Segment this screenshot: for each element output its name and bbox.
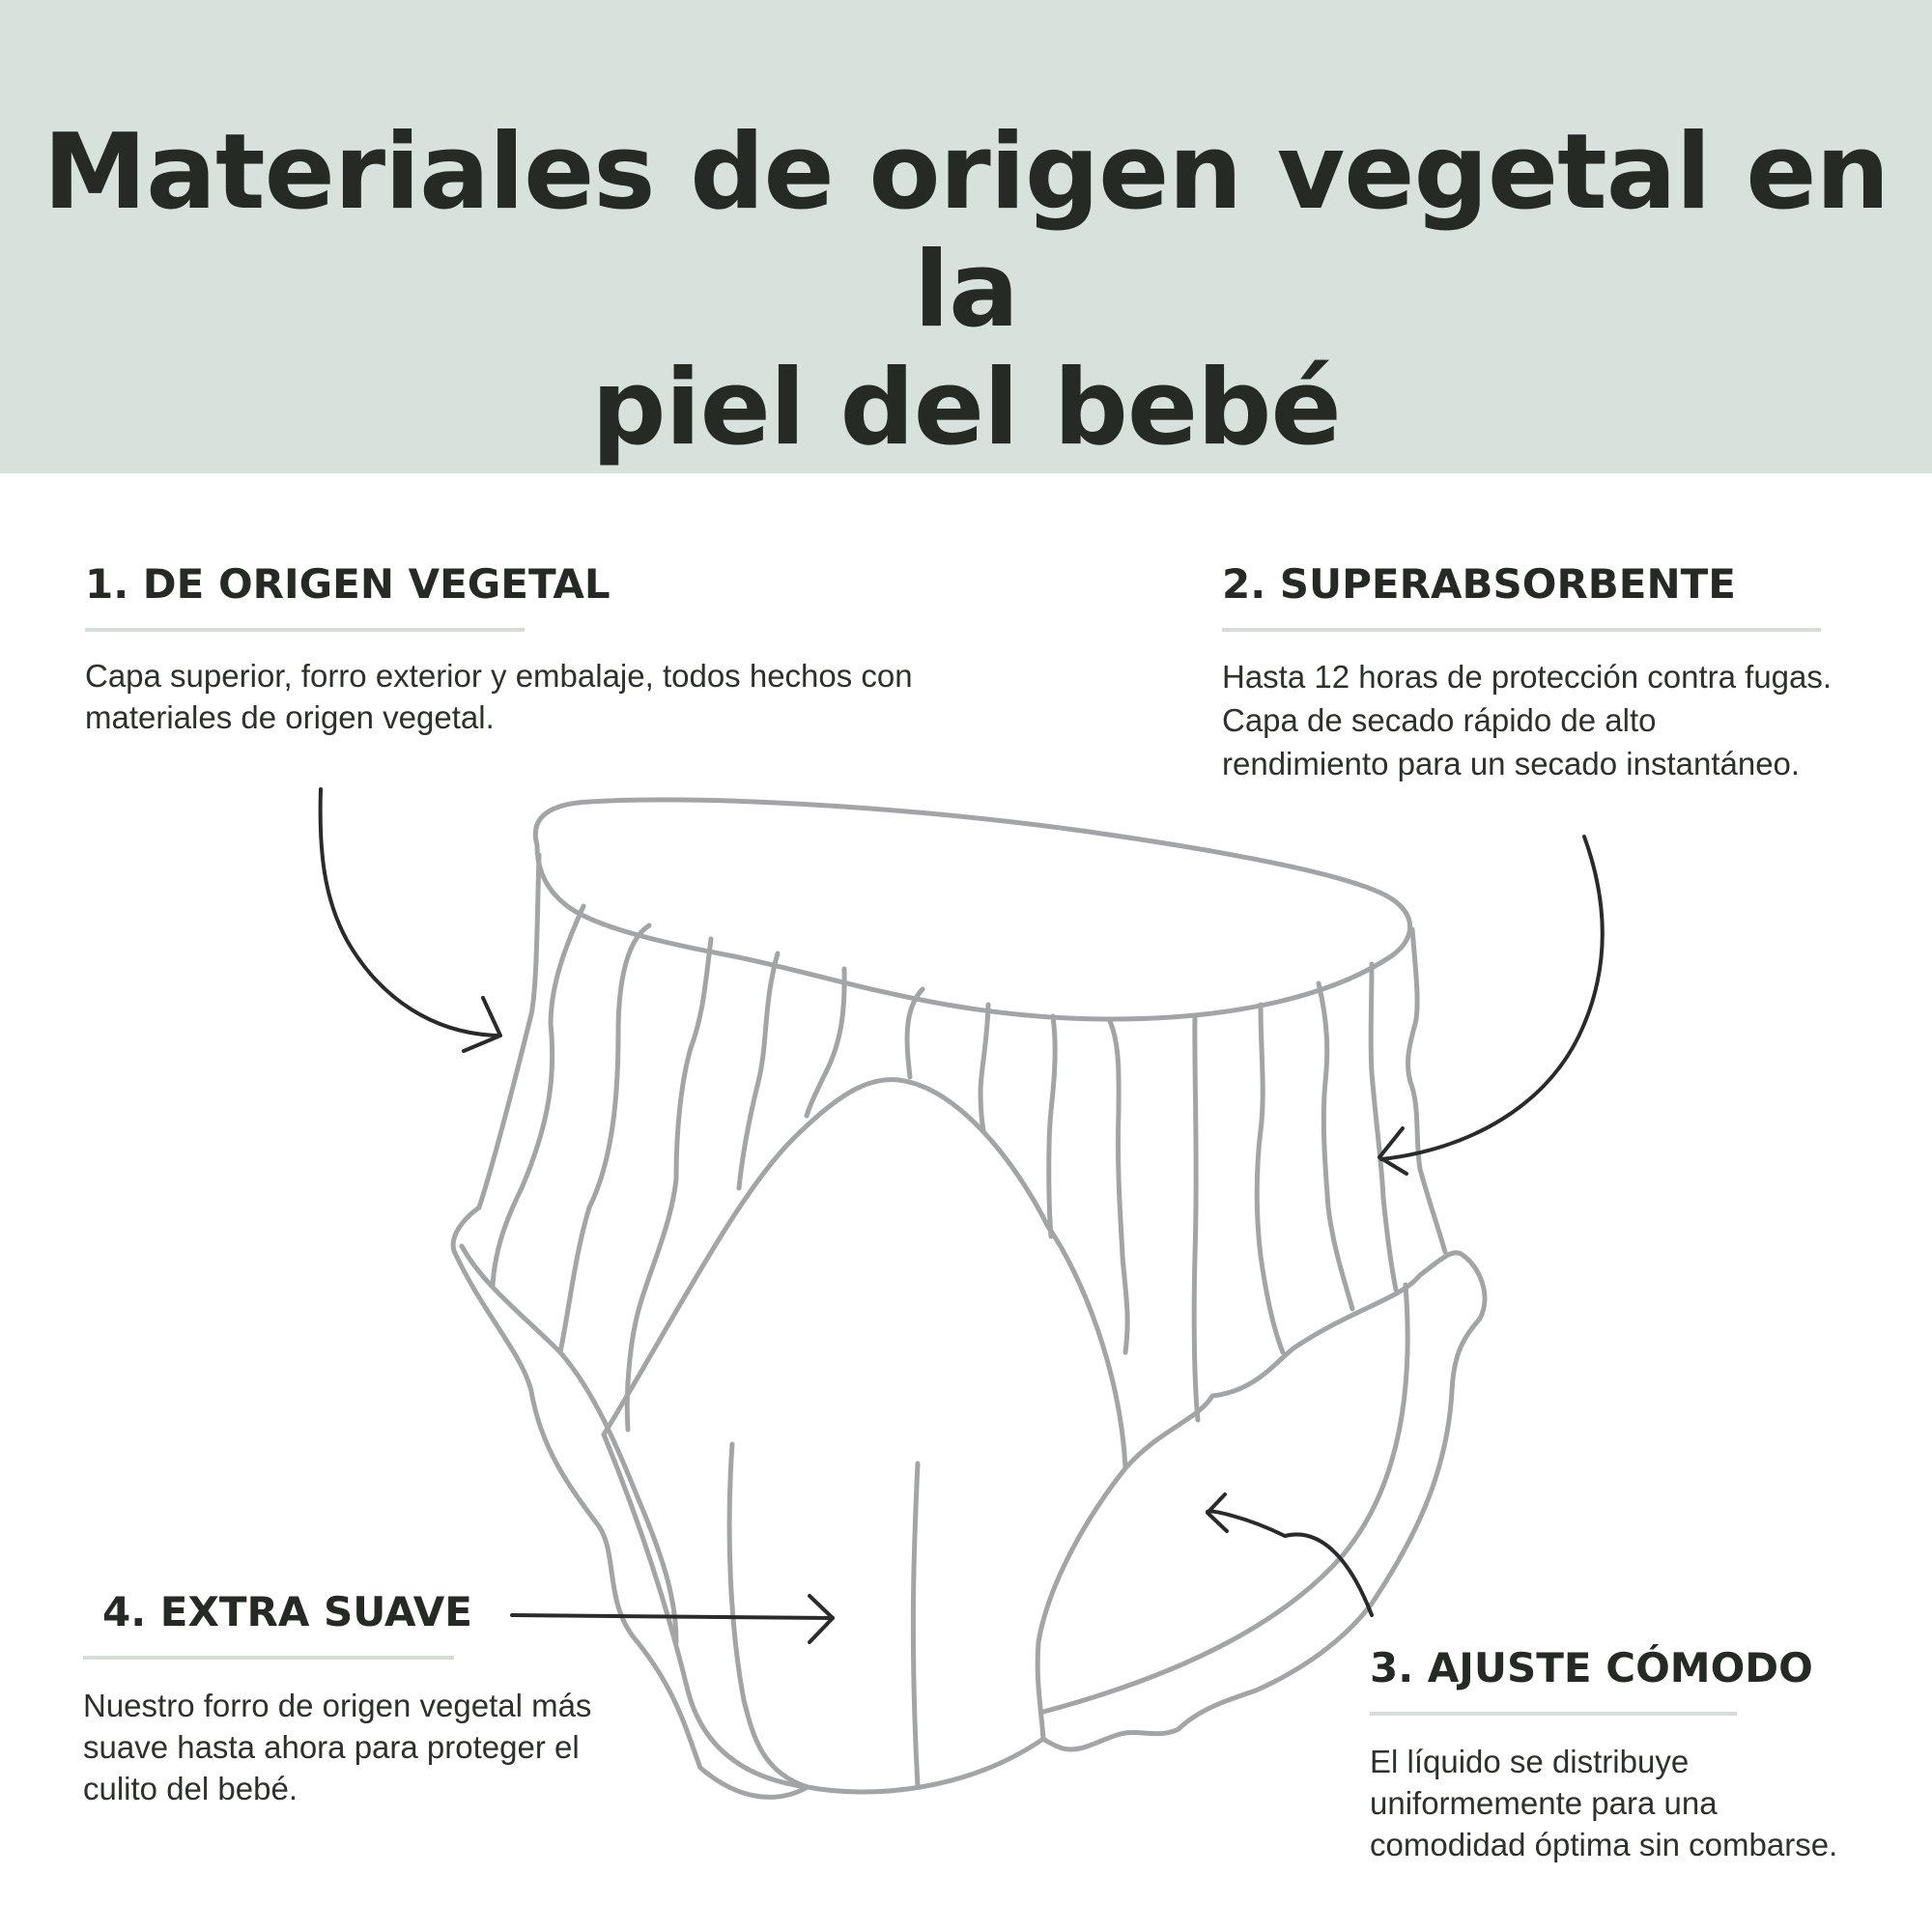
arrow-1-icon xyxy=(321,789,497,1036)
heading-divider xyxy=(1370,1712,1737,1716)
description-line: suave hasta ahora para proteger el xyxy=(83,1729,580,1765)
feature-heading: 4. EXTRA SUAVE xyxy=(102,1588,472,1635)
description-line: Capa superior, forro exterior y embalaje, todos hechos con xyxy=(85,658,913,694)
feature-description xyxy=(85,655,1070,738)
feature-comfortable-fit xyxy=(1370,1644,1925,1865)
heading-divider xyxy=(85,628,525,632)
heading-divider xyxy=(83,1656,454,1660)
pleat-5 xyxy=(807,969,844,1116)
feature-description xyxy=(83,1685,721,1809)
front-bottom xyxy=(808,1739,1043,1792)
description-line: Hasta 12 horas de protección contra fugas. xyxy=(1222,659,1833,695)
pleat-2 xyxy=(560,925,649,1352)
pleat-13 xyxy=(1371,964,1396,1290)
description-line: uniformemente para una xyxy=(1370,1785,1718,1821)
pleat-6 xyxy=(907,989,923,1077)
heading-divider xyxy=(1222,628,1821,632)
left-side-edge xyxy=(479,855,539,1208)
pleat-11 xyxy=(1257,1005,1283,1352)
feature-extra-soft xyxy=(83,1588,721,1809)
description-line: rendimiento para un secado instantáneo. xyxy=(1222,746,1801,781)
arrow-3-icon xyxy=(1208,1511,1372,1615)
description-line: El líquido se distribuye xyxy=(1370,1744,1690,1779)
description-line: culito del bebé. xyxy=(83,1771,298,1806)
front-crease-center xyxy=(913,1463,918,1787)
pleat-4 xyxy=(739,953,778,1188)
pleat-3 xyxy=(627,939,711,1430)
feature-description xyxy=(1222,655,1918,785)
feature-superabsorbent xyxy=(1222,560,1918,785)
waistband xyxy=(535,800,1409,1019)
feature-description xyxy=(1370,1741,1925,1865)
pleat-7 xyxy=(980,1005,988,1130)
feature-heading: 1. DE ORIGEN VEGETAL xyxy=(85,560,611,608)
title-line-1: Materiales de origen vegetal en la xyxy=(43,112,1889,351)
feature-heading: 3. AJUSTE CÓMODO xyxy=(1370,1644,1813,1691)
right-wing-curve xyxy=(1043,1285,1407,1712)
pleat-12 xyxy=(1319,983,1352,1309)
description-line: Capa de secado rápido de alto xyxy=(1222,702,1657,738)
description-line: Nuestro forro de origen vegetal más xyxy=(83,1688,592,1723)
right-side-edge xyxy=(1408,929,1445,1252)
description-line: materiales de origen vegetal. xyxy=(85,699,495,735)
title-line-2: piel del bebé xyxy=(591,348,1341,469)
arrow-2-head-icon xyxy=(1379,1128,1406,1174)
feature-heading: 2. SUPERABSORBENTE xyxy=(1222,560,1736,608)
arrow-1-head-icon xyxy=(464,998,500,1051)
pleat-8 xyxy=(1049,1016,1055,1236)
pleat-9 xyxy=(1109,1019,1127,1352)
feature-plant-based xyxy=(85,560,1070,738)
pleat-10 xyxy=(1194,1016,1198,1420)
right-wing-inner xyxy=(1037,1468,1125,1739)
description-line: comodidad óptima sin combarse. xyxy=(1370,1827,1838,1862)
